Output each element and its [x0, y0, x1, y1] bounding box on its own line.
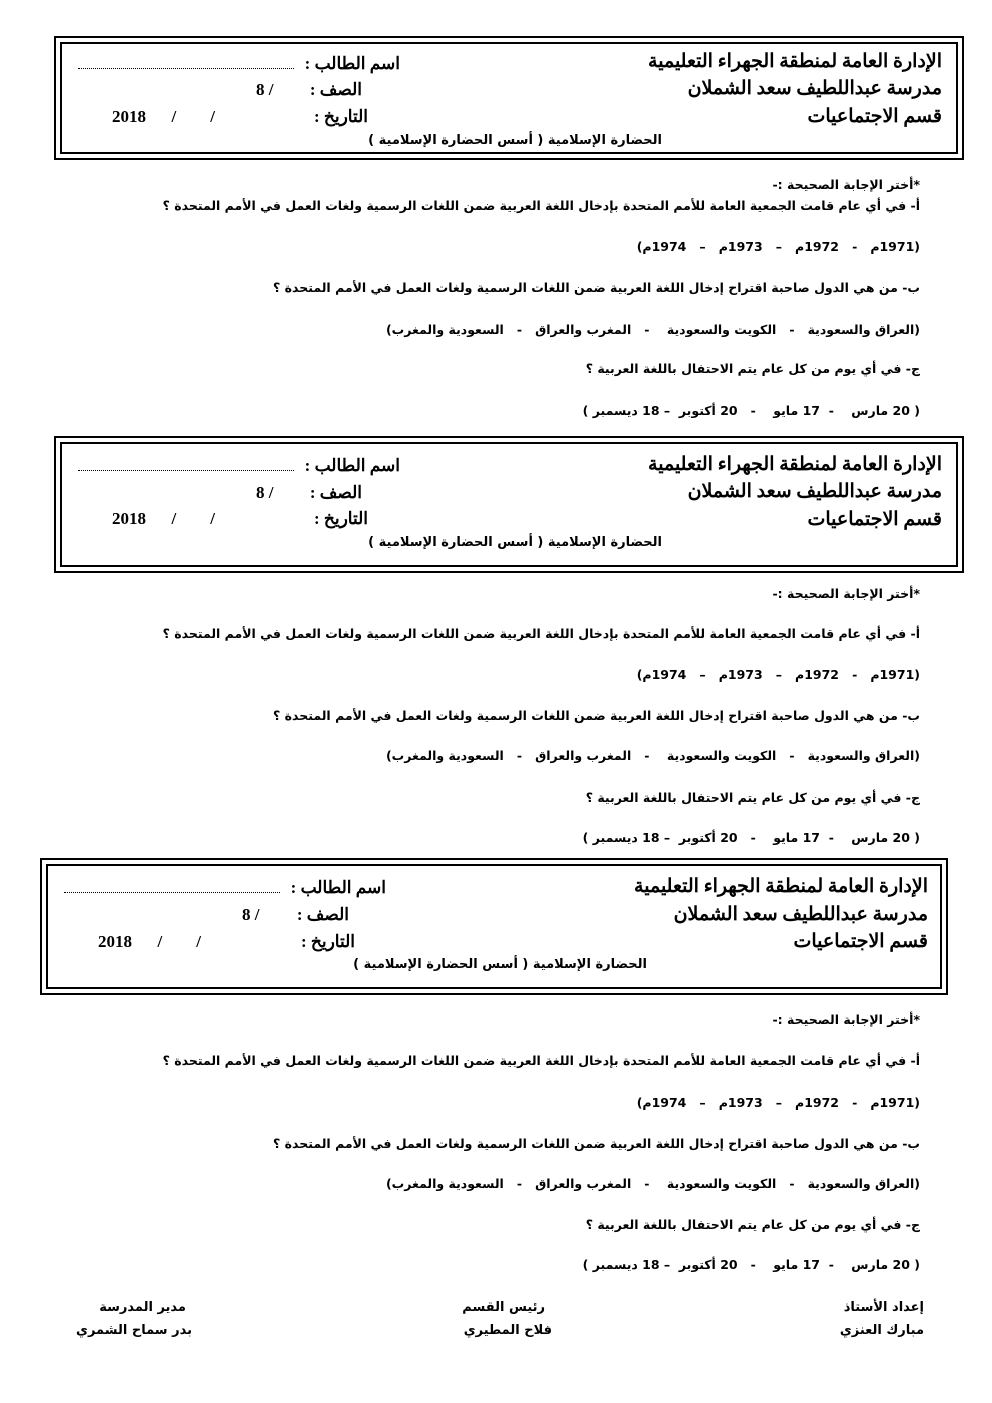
- department-name: قسم الاجتماعيات: [793, 931, 928, 952]
- subject-title: الحضارة الإسلامية ( أسس الحضارة الإسلامية ): [353, 957, 647, 972]
- question-c: ج- في أي يوم من كل عام يتم الاحتفال باللغة العربية ؟: [585, 790, 920, 805]
- student-name-label: اسم الطالب :: [304, 54, 400, 73]
- principal-name: بدر سماح الشمري: [76, 1323, 192, 1338]
- instruction: *أختر الإجابة الصحيحة :-: [772, 177, 920, 192]
- question-b: ب- من هي الدول صاحبة اقتراح إدخال اللغة العربية ضمن اللغات الرسمية ولغات العمل في الأمم المتحدة ؟: [273, 1136, 920, 1151]
- date-label: التاريخ :: [300, 932, 355, 951]
- department-head-label: رئيس القسم: [462, 1300, 545, 1315]
- question-c-options: ( 20 مارس - 17 مايو - 20 أكتوبر – 18 ديسمبر ): [582, 830, 920, 845]
- question-b-options: (العراق والسعودية - الكويت والسعودية - المغرب والعراق - السعودية والمغرب): [385, 1176, 920, 1191]
- instruction: *أختر الإجابة الصحيحة :-: [772, 1012, 920, 1027]
- department-name: قسم الاجتماعيات: [807, 509, 942, 530]
- ministry-title: الإدارة العامة لمنطقة الجهراء التعليمية: [634, 876, 928, 897]
- question-a: أ- في أي عام قامت الجمعية العامة للأمم المتحدة بإدخال اللغة العربية ضمن اللغات الرسمية ولغات العمل في الأمم المتحدة ؟: [162, 198, 920, 213]
- department-name: قسم الاجتماعيات: [807, 106, 942, 127]
- student-name-line: [78, 68, 294, 69]
- question-a: أ- في أي عام قامت الجمعية العامة للأمم المتحدة بإدخال اللغة العربية ضمن اللغات الرسمية ولغات العمل في الأمم المتحدة ؟: [162, 626, 920, 641]
- class-value: 8 /: [242, 905, 260, 924]
- class-value: 8 /: [256, 483, 274, 502]
- school-name: مدرسة عبداللطيف سعد الشملان: [687, 481, 942, 502]
- question-b: ب- من هي الدول صاحبة اقتراح إدخال اللغة العربية ضمن اللغات الرسمية ولغات العمل في الأمم المتحدة ؟: [273, 708, 920, 723]
- date-value: 2018 / /: [112, 107, 215, 126]
- question-b-options: (العراق والسعودية - الكويت والسعودية - المغرب والعراق - السعودية والمغرب): [385, 322, 920, 337]
- date-label: التاريخ :: [313, 509, 368, 528]
- class-label: الصف :: [309, 483, 362, 502]
- subject-title: الحضارة الإسلامية ( أسس الحضارة الإسلامية ): [368, 535, 662, 550]
- class-label: الصف :: [296, 905, 349, 924]
- principal-label: مدير المدرسة: [99, 1300, 186, 1315]
- question-b-options: (العراق والسعودية - الكويت والسعودية - المغرب والعراق - السعودية والمغرب): [385, 748, 920, 763]
- question-c: ج- في أي يوم من كل عام يتم الاحتفال باللغة العربية ؟: [585, 361, 920, 376]
- department-head-name: فلاح المطيري: [463, 1323, 552, 1338]
- question-a-options: (1971م - 1972م – 1973م – 1974م): [636, 239, 920, 254]
- question-a-options: (1971م - 1972م – 1973م – 1974م): [636, 1095, 920, 1110]
- date-label: التاريخ :: [313, 107, 368, 126]
- question-a: أ- في أي عام قامت الجمعية العامة للأمم المتحدة بإدخال اللغة العربية ضمن اللغات الرسمية ولغات العمل في الأمم المتحدة ؟: [162, 1053, 920, 1068]
- instruction: *أختر الإجابة الصحيحة :-: [772, 586, 920, 601]
- date-value: 2018 / /: [98, 932, 201, 951]
- class-label: الصف :: [309, 80, 362, 99]
- student-name-line: [78, 470, 294, 471]
- subject-title: الحضارة الإسلامية ( أسس الحضارة الإسلامية ): [368, 133, 662, 148]
- question-c: ج- في أي يوم من كل عام يتم الاحتفال باللغة العربية ؟: [585, 1217, 920, 1232]
- ministry-title: الإدارة العامة لمنطقة الجهراء التعليمية: [648, 51, 942, 72]
- question-b: ب- من هي الدول صاحبة اقتراح إدخال اللغة العربية ضمن اللغات الرسمية ولغات العمل في الأمم المتحدة ؟: [273, 280, 920, 295]
- date-value: 2018 / /: [112, 509, 215, 528]
- student-name-label: اسم الطالب :: [290, 878, 386, 897]
- prepared-by-name: مبارك العنزي: [839, 1323, 924, 1338]
- question-a-options: (1971م - 1972م – 1973م – 1974م): [636, 667, 920, 682]
- prepared-by-label: إعداد الأستاذ: [843, 1300, 924, 1315]
- school-name: مدرسة عبداللطيف سعد الشملان: [687, 78, 942, 99]
- school-name: مدرسة عبداللطيف سعد الشملان: [673, 904, 928, 925]
- student-name-line: [64, 892, 280, 893]
- question-c-options: ( 20 مارس - 17 مايو - 20 أكتوبر – 18 ديسمبر ): [582, 403, 920, 418]
- ministry-title: الإدارة العامة لمنطقة الجهراء التعليمية: [648, 454, 942, 475]
- class-value: 8 /: [256, 80, 274, 99]
- question-c-options: ( 20 مارس - 17 مايو - 20 أكتوبر – 18 ديسمبر ): [582, 1257, 920, 1272]
- student-name-label: اسم الطالب :: [304, 456, 400, 475]
